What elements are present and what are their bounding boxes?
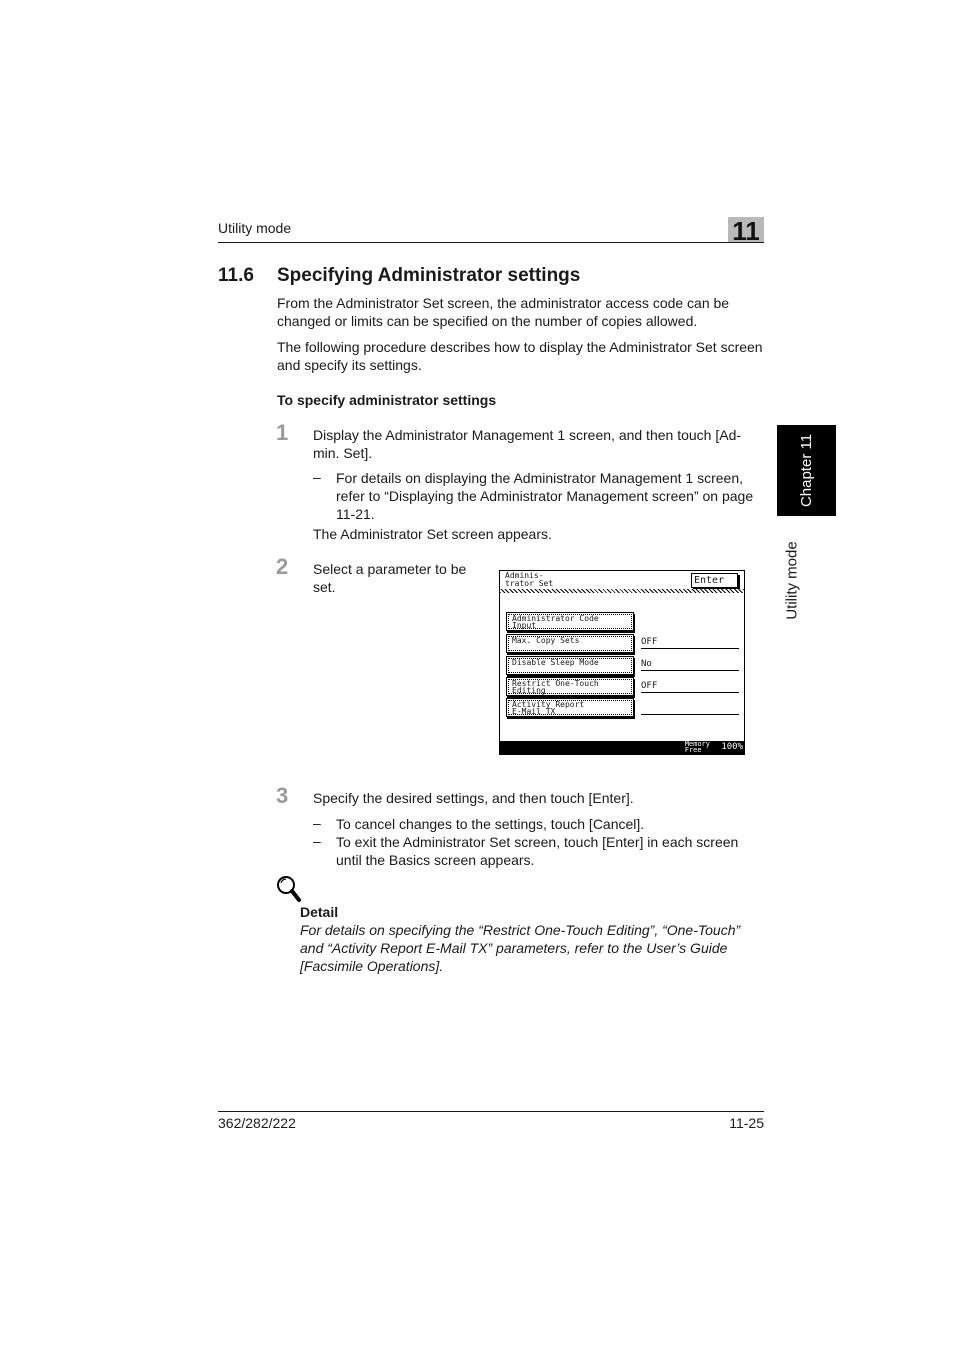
bullet-dash: – [313,815,321,831]
memory-label: Memory Free [684,740,710,754]
bullet-dash: – [313,833,321,849]
administrator-code-input-button[interactable]: Administrator Code Input [506,612,634,631]
step-number: 1 [276,420,289,445]
screen-title: Adminis- trator Set [505,571,554,588]
step-number: 3 [276,783,289,808]
restrict-one-touch-editing-button[interactable]: Restrict One-Touch Editing [506,677,634,696]
step-bullet: For details on displaying the Administrator Management 1 screen, refer to “Displaying the Administrator Management screen” on page 11-21. [336,470,754,522]
step-text: Display the Administrator Management 1 screen, and then touch [Ad-min. Set]. [313,427,742,461]
intro-paragraph: From the Administrator Set screen, the administrator access code can be changed or limits can be specified on the number of copies allowed. [277,295,730,329]
step-text: Specify the desired settings, and then touch [Enter]. [313,790,634,806]
activity-report-email-tx-button[interactable]: Activity Report E-Mail TX [506,698,634,717]
side-tab-chapter [777,425,836,516]
side-tab-section-label: Utility mode [784,540,802,620]
step-text: Select a parameter to be set. [313,561,467,595]
step-result: The Administrator Set screen appears. [313,526,552,542]
title-bar-hatch [500,589,744,593]
header-rule [218,242,764,243]
detail-heading: Detail [300,904,339,920]
setting-value [641,700,739,715]
procedure-title: To specify administrator settings [277,392,497,408]
max-copy-sets-button[interactable]: Max. Copy Sets [506,634,634,653]
section-number: 11.6 [218,265,254,286]
setting-value: OFF [641,678,739,693]
magnifier-icon [276,875,302,905]
footer-rule [218,1111,764,1112]
setting-value [641,614,739,628]
page-number: 11-25 [729,1115,764,1131]
enter-button[interactable]: Enter [691,573,738,588]
setting-value: OFF [641,634,739,649]
step-bullet: To cancel changes to the settings, touch [Cancel]. [336,816,645,832]
step-number: 2 [276,554,289,579]
bullet-dash: – [313,469,321,485]
chapter-number-box: 11 [728,217,764,242]
section-title: Specifying Administrator settings [277,265,581,286]
intro-paragraph: The following procedure describes how to display the Administrator Set screen and specify its settings. [277,339,763,373]
side-tab-section [763,530,822,630]
running-header: Utility mode [218,220,292,236]
side-tab-chapter-label: Chapter 11 [798,433,816,508]
detail-text: For details on specifying the “Restrict One-Touch Editing”, “One-Touch” and “Activity Report E-Mail TX” parameters, refer to the User’s Guide [Facsimile Operations]. [300,922,741,974]
disable-sleep-mode-button[interactable]: Disable Sleep Mode [506,656,634,675]
setting-value: No [641,656,739,671]
administrator-set-screen [499,570,745,755]
memory-value: 100% [721,742,743,752]
step-bullet: To exit the Administrator Set screen, touch [Enter] in each screen until the Basics screen appears. [336,834,739,868]
footer-model: 362/282/222 [218,1115,296,1131]
